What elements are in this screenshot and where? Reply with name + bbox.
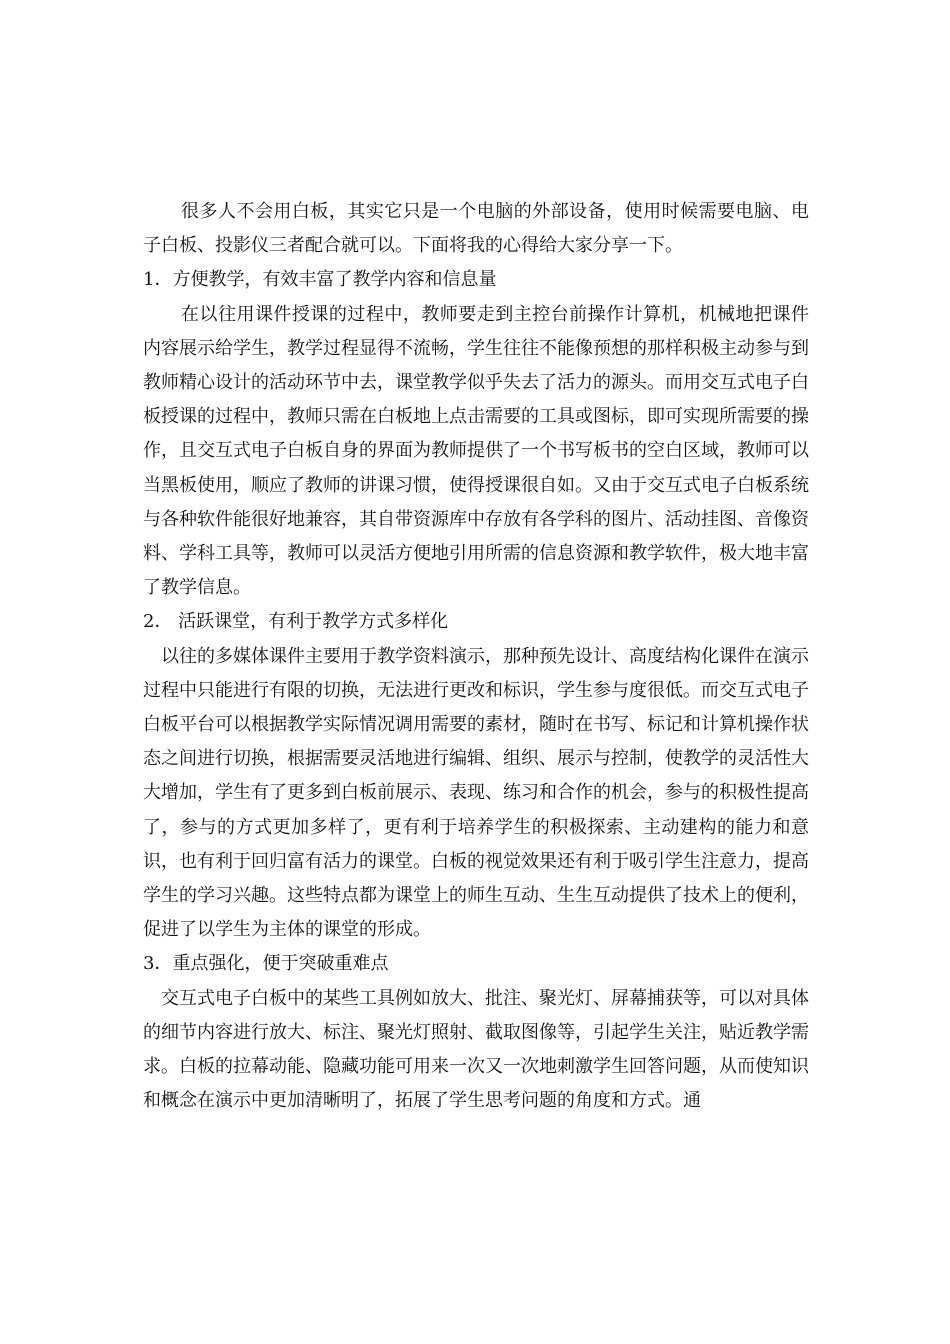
section-heading-3: 3．重点强化，便于突破重难点 (143, 953, 389, 975)
section-2-paragraph: 以往的多媒体课件主要用于教学资料演示，那种预先设计、高度结构化课件在演示过程中只能进行有限的切换，无法进行更改和标识，学生参与度很低。而交互式电子白板平台可以根据教学实际情况调用需要的素材，随时在书写、标记和计算机操作状态之间进行切换，根据需要灵活地进行编辑、组织、展示与控制，使教学的灵活性大大增加，学生有了更多到白板前展示、表现、练习和合作的机会，参与的积极性提高了，参与的方式更加多样了，更有利于培养学生的积极探索、主动建构的能力和意识，也有利于回归富有活力的课堂。白板的视觉效果还有利于吸引学生注意力，提高学生的学习兴趣。这些特点都为课堂上的师生互动、生生互动提供了技术上的便利，促进了以学生为主体的课堂的形成。 (143, 645, 809, 941)
section-heading-1: 1．方便教学，有效丰富了教学内容和信息量 (143, 269, 497, 291)
document-body (143, 195, 809, 1118)
intro-paragraph: 很多人不会用白板，其实它只是一个电脑的外部设备，使用时候需要电脑、电子白板、投影仪三者配合就可以。下面将我的心得给大家分享一下。 (143, 201, 809, 257)
section-1-paragraph: 在以往用课件授课的过程中，教师要走到主控台前操作计算机，机械地把课件内容展示给学生，教学过程显得不流畅，学生往往不能像预想的那样积极主动参与到教师精心设计的活动环节中去，课堂教学似乎失去了活力的源头。而用交互式电子白板授课的过程中，教师只需在白板地上点击需要的工具或图标，即可实现所需要的操作，且交互式电子白板自身的界面为教师提供了一个书写板书的空白区域，教师可以当黑板使用，顺应了教师的讲课习惯，使得授课很自如。又由于交互式电子白板系统与各种软件能很好地兼容，其自带资源库中存放有各学科的图片、活动挂图、音像资料、学科工具等，教师可以灵活方便地引用所需的信息资源和教学软件，极大地丰富了教学信息。 (143, 303, 809, 599)
section-3-paragraph: 交互式电子白板中的某些工具例如放大、批注、聚光灯、屏幕捕获等，可以对具体的细节内容进行放大、标注、聚光灯照射、截取图像等，引起学生关注，贴近教学需求。白板的拉幕动能、隐藏功能可用来一次又一次地刺激学生回答问题，从而使知识和概念在演示中更加清晰明了，拓展了学生思考问题的角度和方式。通 (143, 987, 809, 1112)
section-heading-2: 2． 活跃课堂，有利于教学方式多样化 (143, 611, 449, 633)
